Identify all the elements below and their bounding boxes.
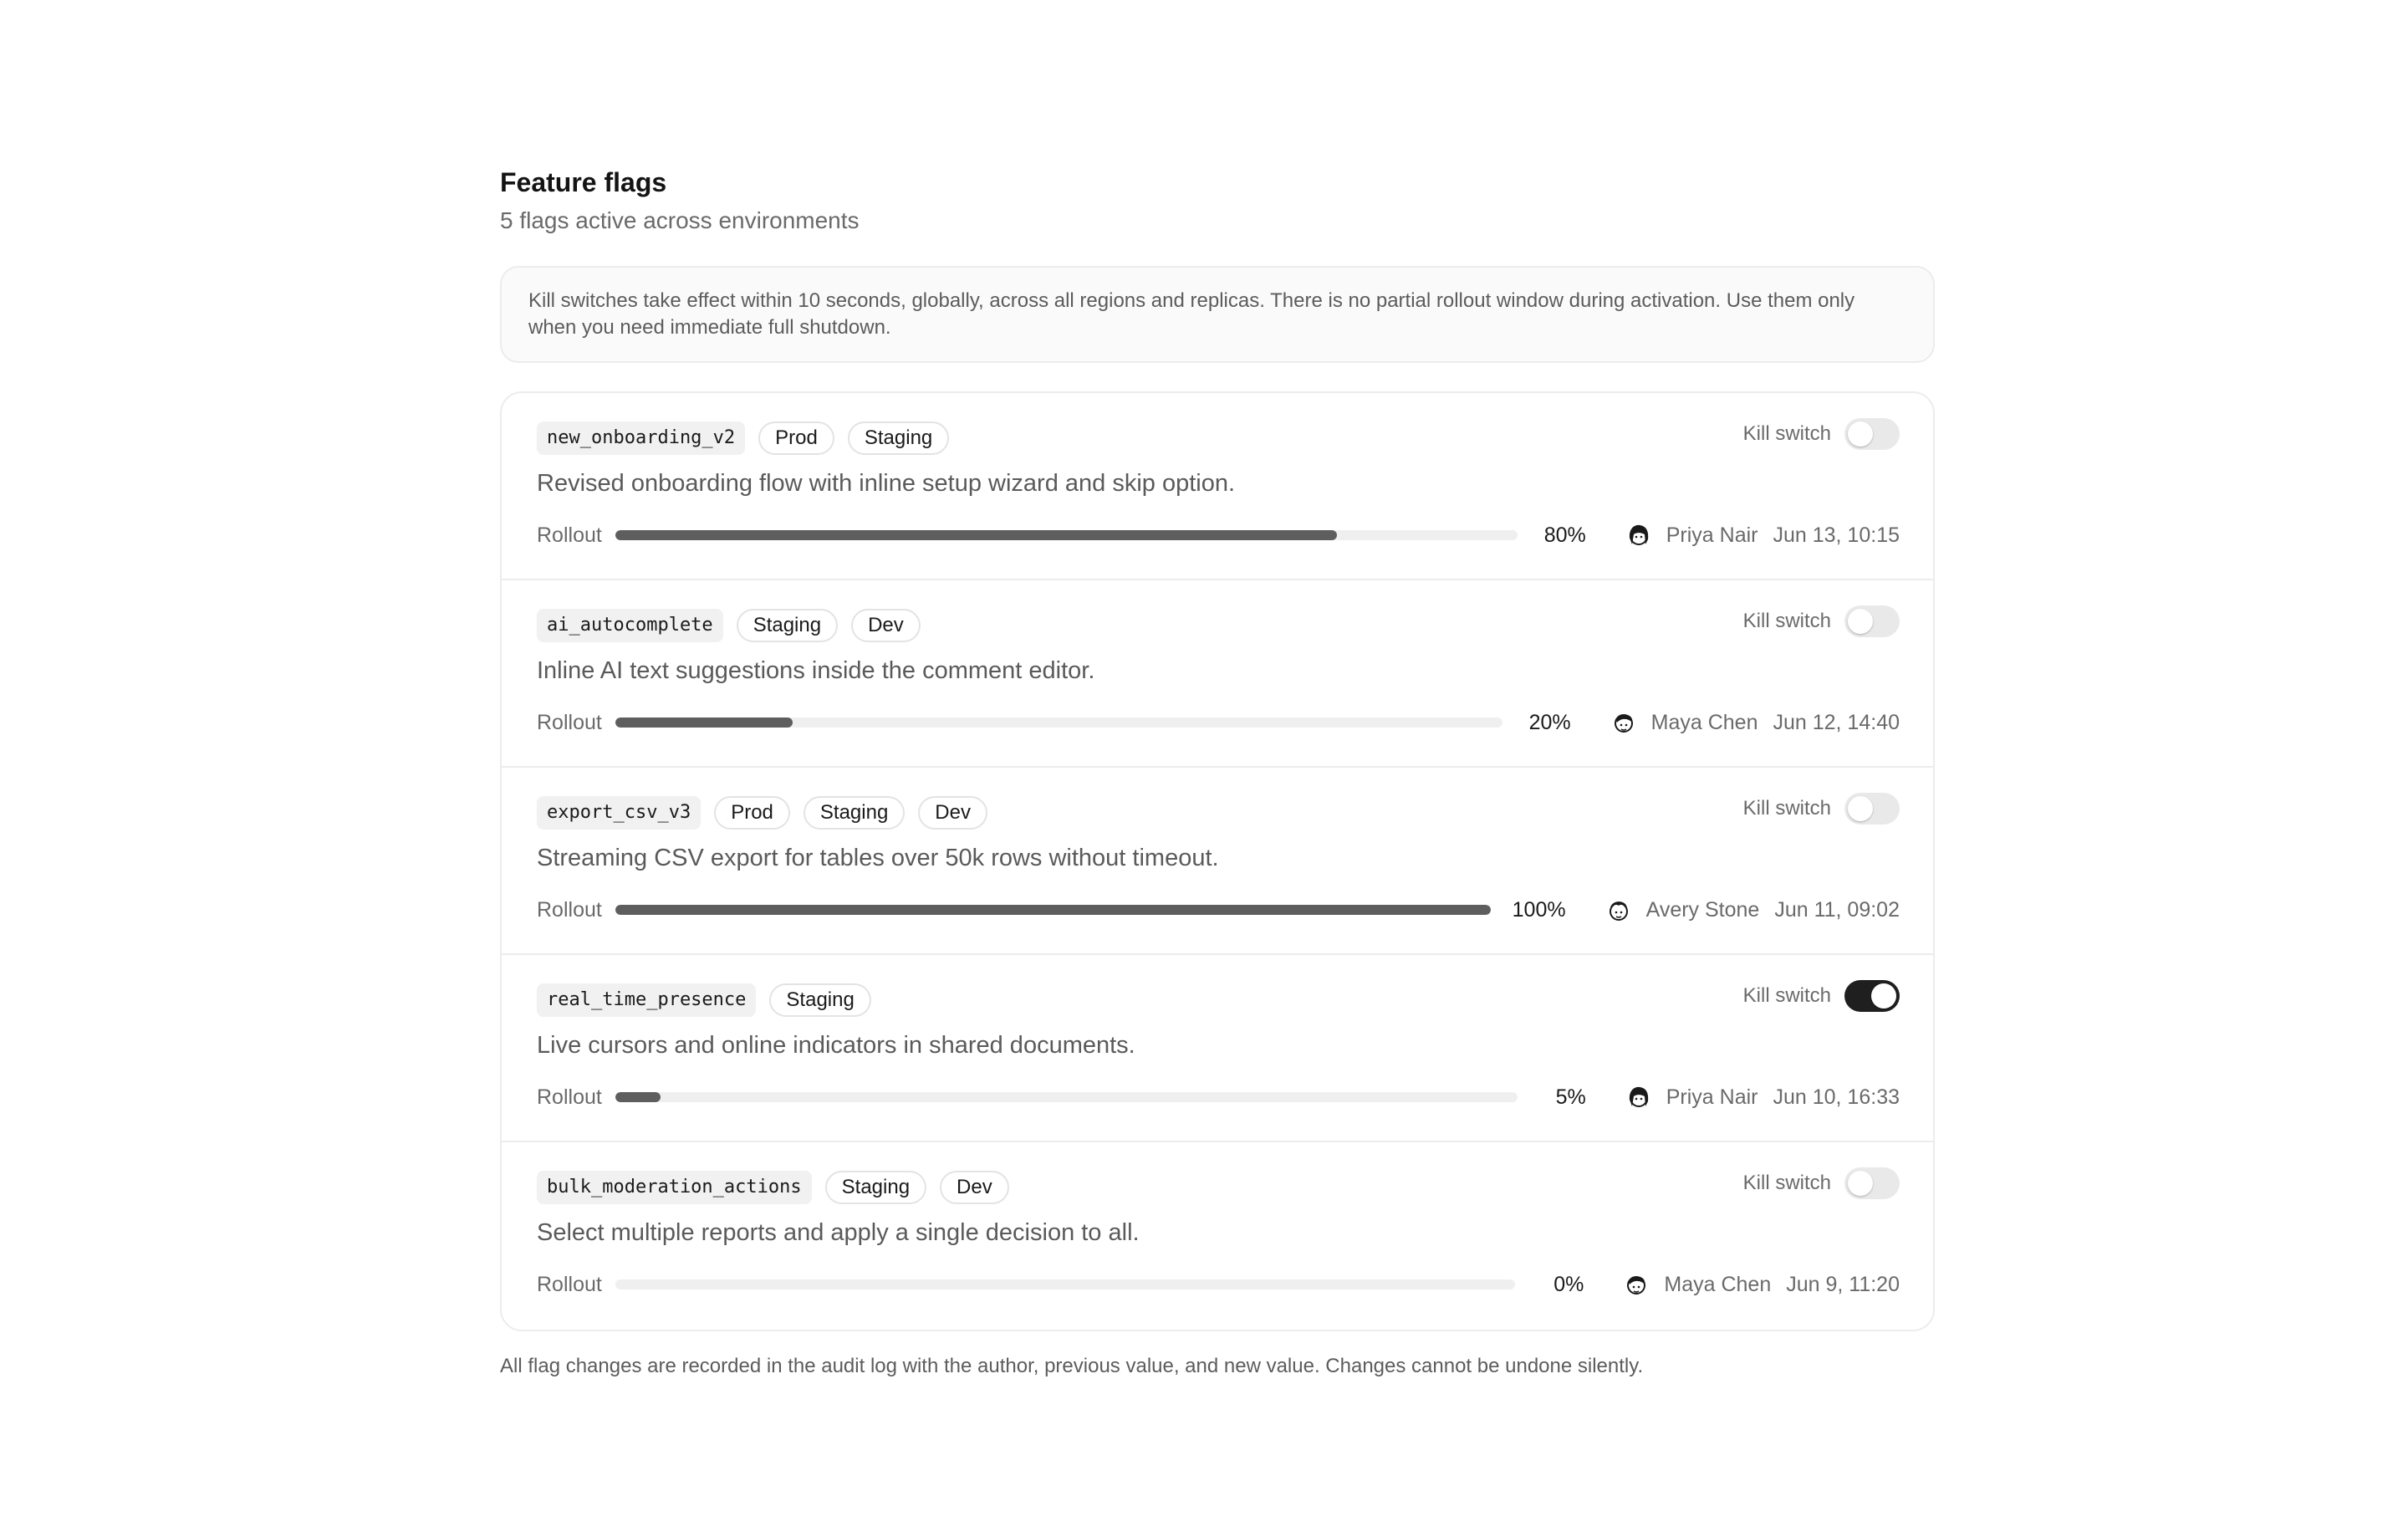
flag-author: Avery Stone — [1645, 897, 1760, 922]
rollout-label: Rollout — [537, 1085, 602, 1109]
rollout-label: Rollout — [537, 1272, 602, 1296]
env-tags — [714, 796, 987, 830]
flag-row-export-csv-v3 — [502, 768, 1933, 955]
kill-switch-label: Kill switch — [1742, 984, 1831, 1007]
toggle-knob — [1848, 609, 1873, 634]
avatar-maya-icon — [1610, 708, 1638, 737]
rollout-label: Rollout — [537, 897, 602, 922]
kill-switch-control — [1743, 793, 1900, 825]
env-tags — [737, 609, 921, 642]
rollout-bar-fill — [615, 905, 1491, 915]
kill-switch-control — [1743, 1167, 1900, 1199]
page-subtitle: 5 flags active across environments — [500, 207, 860, 233]
flag-header — [537, 796, 987, 830]
rollout-percent: 0% — [1553, 1272, 1584, 1296]
rollout-bar-fill — [615, 717, 793, 728]
flag-header — [537, 983, 871, 1017]
flag-row-bulk-moderation-actions — [502, 1142, 1933, 1330]
flag-author: Maya Chen — [1650, 710, 1758, 734]
env-tag-dev: Dev — [851, 609, 921, 642]
rollout-bar — [615, 717, 1502, 728]
avatar-priya-icon — [1625, 1083, 1653, 1111]
flag-key: export_csv_v3 — [537, 796, 701, 830]
rollout-bar — [615, 530, 1518, 540]
env-tag-staging: Staging — [769, 983, 870, 1017]
kill-switch-toggle[interactable] — [1844, 1167, 1900, 1199]
env-tag-prod: Prod — [758, 421, 834, 455]
env-tag-staging: Staging — [737, 609, 838, 642]
flag-description: Live cursors and online indicators in shared documents. — [537, 1032, 1135, 1059]
flag-rollout-line — [537, 706, 1900, 739]
toggle-knob — [1848, 796, 1873, 821]
env-tag-prod: Prod — [714, 796, 790, 830]
toggle-knob — [1871, 983, 1896, 1009]
kill-switch-toggle[interactable] — [1844, 793, 1900, 825]
audit-log-note: All flag changes are recorded in the audit log with the author, previous value, and new value. Changes cannot be undone silently. — [500, 1355, 1644, 1377]
avatar-priya-icon — [1625, 521, 1653, 549]
kill-switch-label: Kill switch — [1742, 610, 1831, 632]
flag-row-ai-autocomplete — [502, 580, 1933, 768]
flag-key: new_onboarding_v2 — [537, 421, 745, 455]
rollout-bar — [615, 1092, 1518, 1102]
rollout-bar — [615, 1279, 1516, 1289]
flag-rollout-line — [537, 1268, 1900, 1301]
flag-description: Inline AI text suggestions inside the comment editor. — [537, 657, 1095, 684]
rollout-bar-fill — [615, 530, 1337, 540]
env-tag-dev: Dev — [940, 1171, 1009, 1204]
flag-rollout-line — [537, 893, 1900, 927]
kill-switch-control — [1743, 980, 1900, 1012]
kill-switch-notice: Kill switches take effect within 10 seconds, globally, across all regions and replicas. There is no partial rollout window during activation. Use them only when you need immediate full shutdown. — [500, 266, 1935, 363]
kill-switch-label: Kill switch — [1742, 1172, 1831, 1194]
rollout-percent: 5% — [1555, 1085, 1586, 1109]
feature-flags-page — [500, 164, 1935, 1380]
rollout-label: Rollout — [537, 710, 602, 734]
toggle-knob — [1848, 421, 1873, 447]
flag-rollout-line — [537, 518, 1900, 552]
kill-switch-toggle[interactable] — [1844, 418, 1900, 450]
flag-author: Maya Chen — [1664, 1272, 1772, 1296]
kill-switch-toggle[interactable] — [1844, 605, 1900, 637]
toggle-knob — [1848, 1171, 1873, 1196]
kill-switch-control — [1743, 418, 1900, 450]
kill-switch-toggle[interactable] — [1844, 980, 1900, 1012]
rollout-label: Rollout — [537, 523, 602, 547]
env-tag-staging: Staging — [804, 796, 905, 830]
flag-list — [500, 391, 1935, 1331]
rollout-bar — [615, 905, 1491, 915]
kill-switch-label: Kill switch — [1742, 797, 1831, 820]
page-title: Feature flags — [500, 167, 667, 197]
flag-description: Revised onboarding flow with inline setup wizard and skip option. — [537, 470, 1236, 497]
flag-updated-time: Jun 13, 10:15 — [1773, 523, 1900, 547]
flag-updated-time: Jun 11, 09:02 — [1774, 897, 1900, 922]
flag-row-real-time-presence — [502, 955, 1933, 1142]
avatar-maya-icon — [1622, 1270, 1650, 1299]
kill-switch-label: Kill switch — [1742, 422, 1831, 445]
flag-header — [537, 421, 949, 455]
avatar-avery-icon — [1604, 896, 1633, 924]
rollout-bar-fill — [615, 1092, 661, 1102]
kill-switch-control — [1743, 605, 1900, 637]
flag-updated-time: Jun 9, 11:20 — [1786, 1272, 1900, 1296]
env-tag-staging: Staging — [825, 1171, 926, 1204]
rollout-percent: 20% — [1528, 710, 1571, 734]
flag-description: Select multiple reports and apply a single decision to all. — [537, 1219, 1140, 1246]
rollout-percent: 80% — [1543, 523, 1586, 547]
flag-updated-time: Jun 12, 14:40 — [1773, 710, 1900, 734]
flag-description: Streaming CSV export for tables over 50k rows without timeout. — [537, 845, 1219, 871]
env-tag-staging: Staging — [848, 421, 949, 455]
rollout-percent: 100% — [1512, 897, 1566, 922]
flag-key: ai_autocomplete — [537, 609, 723, 642]
flag-updated-time: Jun 10, 16:33 — [1773, 1085, 1900, 1109]
env-tag-dev: Dev — [918, 796, 987, 830]
flag-key: real_time_presence — [537, 983, 756, 1017]
flag-rollout-line — [537, 1080, 1900, 1114]
flag-row-new-onboarding-v2 — [502, 393, 1933, 580]
env-tags — [825, 1171, 1009, 1204]
flag-author: Priya Nair — [1666, 523, 1758, 547]
flag-header — [537, 609, 921, 642]
flag-header — [537, 1171, 1009, 1204]
env-tags — [769, 983, 870, 1017]
flag-author: Priya Nair — [1666, 1085, 1758, 1109]
flag-key: bulk_moderation_actions — [537, 1171, 812, 1204]
env-tags — [758, 421, 949, 455]
